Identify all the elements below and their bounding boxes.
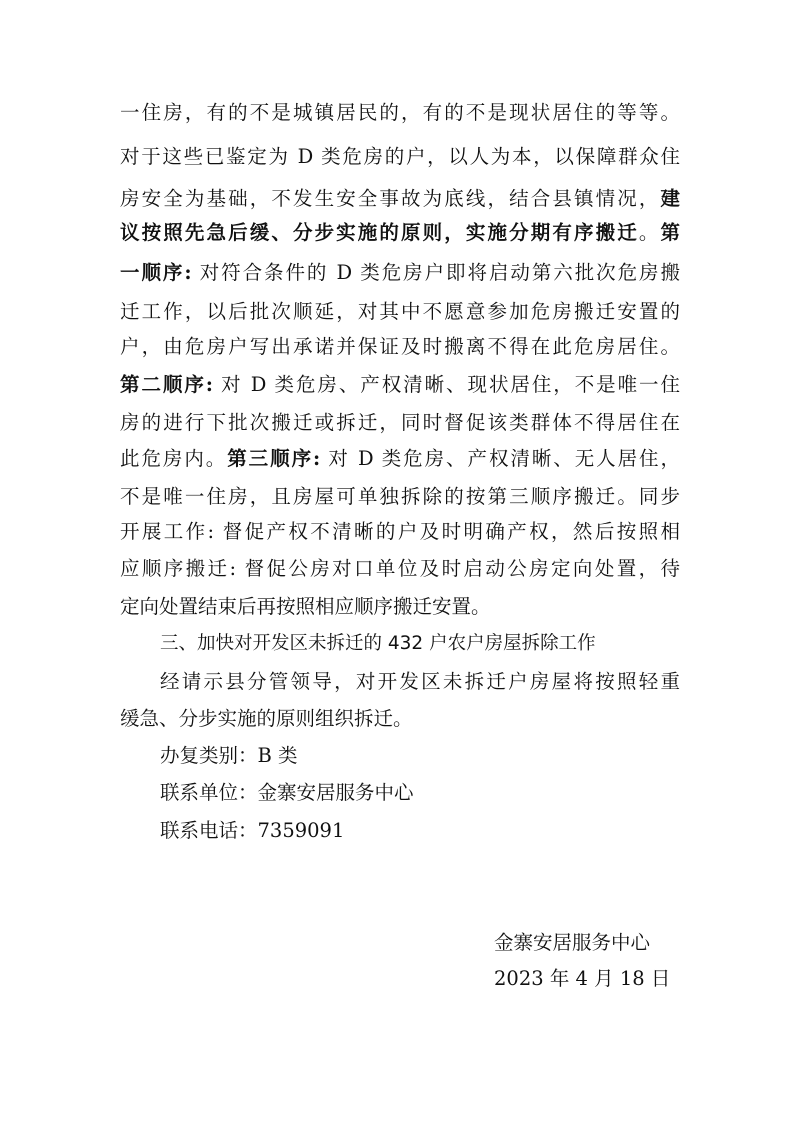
section-3-heading: 三、加快对开发区未拆迁的 432 户农户房屋拆除工作 [160,633,596,654]
section-3-line-2: 缓急、分步实施的原则组织拆迁。 [120,707,413,730]
contact-phone: 联系电话：7359091 [160,819,345,842]
signature-org: 金寨安居服务中心 [494,931,651,954]
second-order-label: 第二顺序: [120,373,213,396]
reply-category: 办复类别：B 类 [160,744,298,767]
third-order-label: 第三顺序: [227,447,321,470]
body-line-8 [120,366,680,404]
bold-text: 第 [660,221,680,244]
body-text: 对 D 类危房、产权清晰、现状居住，不是唯一住 [212,373,680,396]
body-line-6: 迁工作，以后批次顺延，对其中不愿意参加危房搬迁安置的 [120,300,680,323]
body-text: 此危房内。 [120,447,228,470]
body-line-9: 房的进行下批次搬迁或拆迁，同时督促该类群体不得居住在 [120,411,680,434]
body-line-12: 开展工作: 督促产权不清晰的户及时明确产权，然后按照相 [120,520,680,543]
body-line-11: 不是唯一住房，且房屋可单独拆除的按第三顺序搬迁。同步 [120,485,680,508]
body-text: 房安全为基础，不发生安全事故为底线，结合县镇情况， [120,187,661,210]
body-text: 对符合条件的 D 类危房户即将启动第六批次危房搬 [191,261,681,284]
signature-date: 2023 年 4 月 18 日 [494,967,671,990]
section-3-line-1: 经请示县分管领导，对开发区未拆迁户房屋将按照轻重 [160,670,680,693]
body-text: 对 D 类危房、产权清晰、无人居住， [320,447,680,470]
body-line-13: 应顺序搬迁: 督促公房对口单位及时启动公房定向处置，待 [120,557,680,580]
body-line-1: 一住房，有的不是城镇居民的，有的不是现状居住的等等。 [120,101,680,124]
body-line-2: 对于这些已鉴定为 D 类危房的户，以人为本，以保障群众住 [120,145,680,168]
contact-unit: 联系单位：金寨安居服务中心 [160,781,414,804]
body-text: 。 [638,221,661,244]
body-line-5 [120,254,680,292]
bold-text: 建 [660,187,680,210]
body-line-7: 户，由危房户写出承诺并保证及时搬离不得在此危房居住。 [120,335,680,358]
first-order-label: 一顺序: [120,261,192,284]
bold-text: 议按照先急后缓、分步实施的原则，实施分期有序搬迁 [120,221,639,244]
body-line-14: 定向处置结束后再按照相应顺序搬迁安置。 [120,595,491,618]
body-line-4 [120,214,680,252]
body-line-3 [120,180,680,218]
body-line-10 [120,440,680,478]
